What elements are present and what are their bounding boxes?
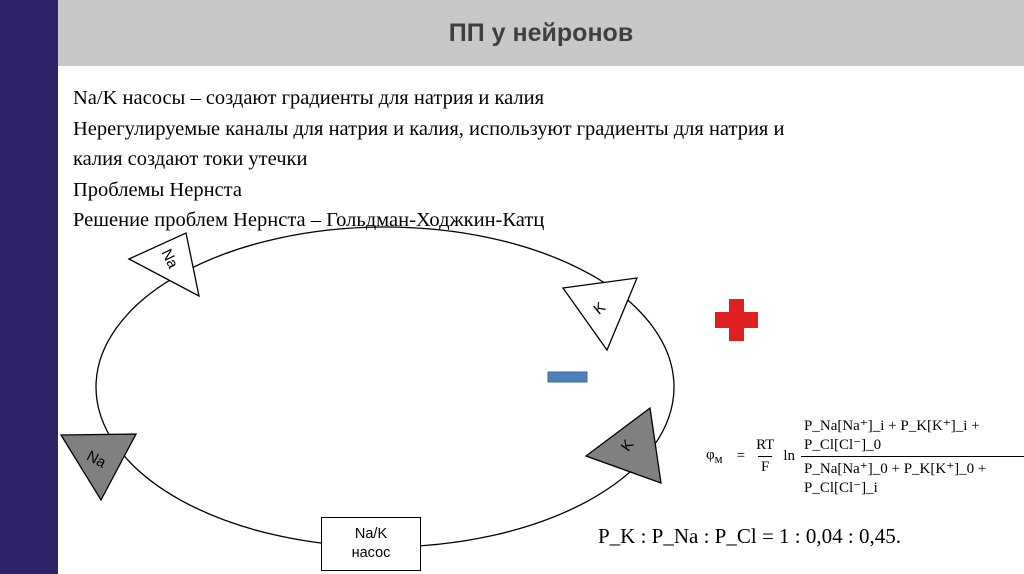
ghk-denominator: P_Na[Na⁺]_0 + P_K[K⁺]_0 + P_Cl[Cl⁻]_i xyxy=(801,456,1024,497)
channel-label: Na xyxy=(83,447,109,472)
fraction-denominator: F xyxy=(758,456,772,476)
slide-title: ПП у нейронов xyxy=(448,18,634,47)
equals-sign: = xyxy=(736,448,746,464)
channel-label: K xyxy=(590,298,609,319)
na-channel-bottom xyxy=(61,434,136,500)
ghk-fraction xyxy=(801,416,1024,497)
pump-label-line2: насос xyxy=(351,545,391,561)
plus-sign xyxy=(715,299,758,341)
na-channel-top xyxy=(129,233,199,296)
k-channel-top xyxy=(563,278,637,350)
bullet-line: Проблемы Нернста xyxy=(73,178,242,201)
log-symbol: ln xyxy=(783,448,796,464)
ghk-numerator: P_Na[Na⁺]_i + P_K[K⁺]_i + P_Cl[Cl⁻]_0 xyxy=(804,418,980,453)
membrane-potential-symbol: $\varphi_м$ xyxy=(706,446,723,466)
na-k-pump xyxy=(321,517,421,571)
bullet-line: калия создают токи утечки xyxy=(73,148,308,170)
minus-sign xyxy=(548,372,587,382)
bullet-line: Na/K насосы – создают градиенты для натрия и калия xyxy=(73,87,545,109)
bullet-line: Нерегулируемые каналы для натрия и калия, используют градиенты для натрия и xyxy=(73,117,785,140)
rt-over-f xyxy=(753,437,777,476)
fraction-numerator: RT xyxy=(756,437,775,453)
channel-label: K xyxy=(617,436,638,455)
permeability-ratio: P_K : P_Na : P_Cl = 1 : 0,04 : 0,45. xyxy=(598,524,901,548)
channel-label: Na xyxy=(157,246,182,272)
k-channel-bottom xyxy=(586,408,661,483)
bullet-line: Решение проблем Нернста – Гольдман-Ходжкин-Катц xyxy=(73,209,545,231)
ghk-equation xyxy=(706,416,1024,497)
plus-vertical xyxy=(729,299,744,341)
pump-label-line1: Na/K xyxy=(354,526,388,542)
